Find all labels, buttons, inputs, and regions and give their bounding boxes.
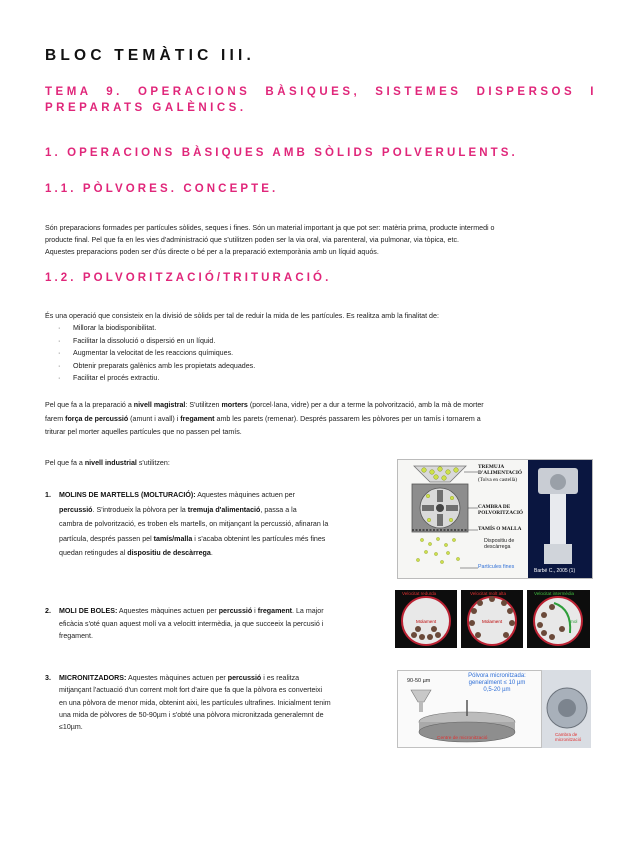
paragraph-line: Aquestes preparacions poden ser d'ús directe o bé per a la preparació extemporània amb un líquid aquós. [45, 248, 379, 256]
center-label: Centre de micronització [437, 736, 488, 741]
paragraph-line: producte final. Pel que fa en les vies d'administració que s'utilitzen poden ser la via oral, via parenteral, via pulmonar, via tòpica, etc. [45, 236, 459, 244]
label-hopper: TREMUJA D'ALIMENTACIÓ (Tolva en castellà) [478, 464, 523, 483]
item-number: 2. [45, 607, 51, 615]
section-1-2-heading: 1.2. POLVORITZACIÓ/TRITURACIÓ. [45, 272, 332, 284]
list-item: · Facilitar la dissolució o dispersió en un líquid. [45, 335, 545, 348]
tema-title-line1: TEMA 9. OPERACIONS BÀSIQUES, SISTEMES DISPERSOS I [45, 86, 597, 98]
panel-3-mid: mol [570, 619, 578, 624]
item-moli-boles: 2. MOLI DE BOLES: Aquestes màquines actuen per percussió i fregament. La major eficàcia s'oté quan aquest molí va a velocitt intermèdia, ja que succeeix la percusió i fregament. [45, 605, 390, 643]
item-number: 3. [45, 674, 51, 682]
micronizer-figure [397, 670, 591, 748]
list-item: · Obtenir preparats galènics amb les propietats adequades. [45, 360, 545, 373]
label-chamber: CAMBRA DE POLVORITZACIÓ [478, 504, 524, 517]
chamber-label: Cambra de micronització [555, 732, 582, 743]
label-sieve: TAMÍS O MALLA [478, 526, 522, 532]
figure-credit: Barbé C., 2005 (1) [534, 568, 576, 574]
list-item: · Millorar la biodisponibilitat. [45, 322, 545, 335]
bloc-title: BLOC TEMÀTIC III. [45, 47, 256, 64]
paragraph-polvores [45, 222, 595, 258]
item-molins-martells: 1. MOLINS DE MARTELLS (MOLTURACIÓ): Aquestes màquines actuen per percussió. S'introdueix la pòlvora per la tremuja d'alimentació, passa a la cambra de polvorització, es troben els martells, on mitjançant la percussió, afinaran la partícula, després passen pel tamís/malla i s'acaba obtenint les partícules més fines quedan retingudes al dispositiu de descàrrega. [45, 488, 390, 561]
input-size-label: 90-50 µm [407, 678, 431, 684]
item-micronitzadors: 3. MICRONITZADORS: Aquestes màquines actuen per percussió i es realitza mitjançant l'actuació d'un corrent molt fort d'aire que fa que la pòlvora es converteixi en una pòlvora de menor mida, obtenint aixi, les partícules ultrafines. Inicialment tenim una mida de pòlvores de 50-90µm i s'obté una pòlvora micronitzada generalemnt de ≤10µm. [45, 672, 390, 733]
hammer-mill-figure [397, 459, 593, 579]
purpose-list [45, 322, 545, 385]
section-1-1-heading: 1.1. PÒLVORES. CONCEPTE. [45, 183, 279, 195]
tema-title-line2: PREPARATS GALÈNICS. [45, 102, 247, 114]
panel-2-label: Velocitat molt alta [470, 591, 507, 596]
panel-1-label: Velocitat reduïda [402, 591, 437, 596]
section-1-heading: 1. OPERACIONS BÀSIQUES AMB SÒLIDS POLVERULENTS. [45, 147, 518, 159]
list-item: · Facilitar el procés extractiu. [45, 372, 545, 385]
label-fine-particles: Partícules fines [478, 564, 515, 570]
paragraph-intro: És una operació que consisteix en la divisió de sòlids per tal de reduir la mida de les partícules. Es realitza amb la finalitat de: [45, 312, 439, 320]
ball-mill-figure [394, 589, 591, 649]
paragraph-industrial: Pel que fa a nivell industrial s'utilitzen: [45, 459, 170, 467]
panel-3-label: Velocitat intermèdia [534, 591, 575, 596]
item-number: 1. [45, 491, 51, 499]
paragraph-line: Són preparacions formades per partícules sòlides, seques i fines. Són un material important ja que pot ser: matèria prima, producte intermedi o [45, 224, 495, 232]
label-discharge: Dispositiu de descàrrega [484, 538, 515, 551]
paragraph-magistral: Pel que fa a la preparació a nivell magistral: S'utilitzen morters (porcel·lana, vidre) per a dur a terme la polvorització, amb la mà de morter farem força de percussió (amunt i avall) i fregament amb les parets (remenar). Després passarem les pòlvores per un tamís i tornarem a triturar pel morter aquelles partícules que no passen pel tamís. [45, 401, 484, 436]
panel-2-mid: Molament [482, 619, 503, 624]
list-item: · Augmentar la velocitat de les reaccions químiques. [45, 347, 545, 360]
micronized-label: Pólvora micronitzada: generalment ≤ 10 µm 0,5-20 µm [468, 673, 526, 694]
panel-1-mid: Molament [416, 619, 437, 624]
